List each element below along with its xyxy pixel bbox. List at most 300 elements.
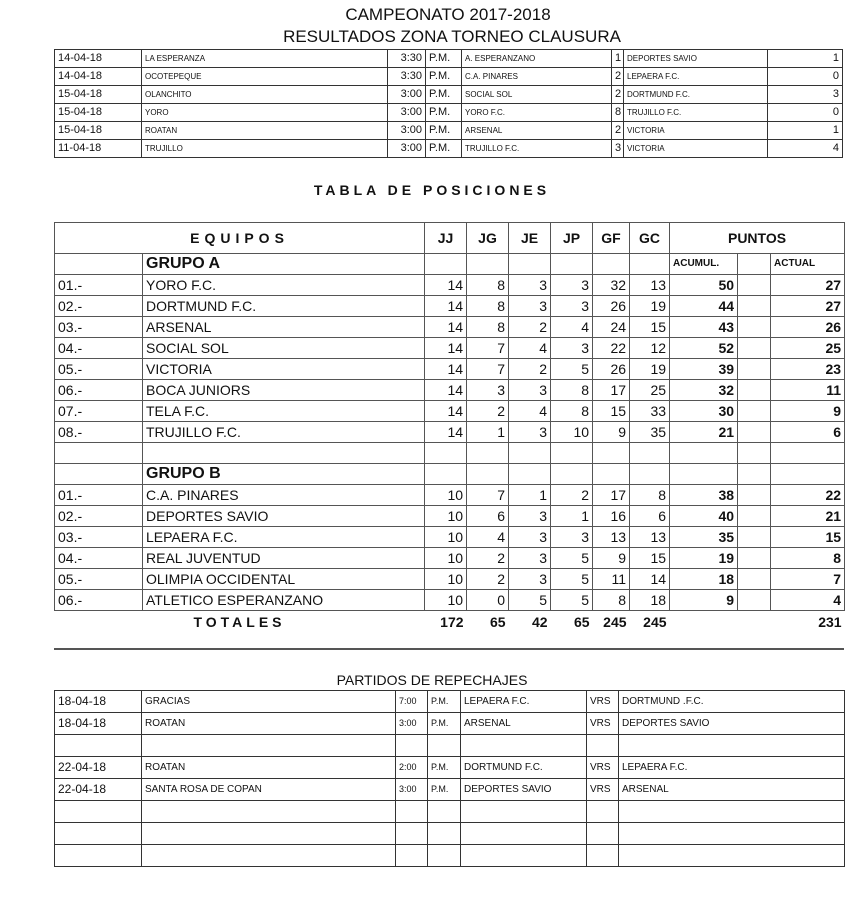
result-away-team: DEPORTES SAVIO <box>624 50 768 68</box>
team-jg: 4 <box>467 527 509 548</box>
team-je: 3 <box>509 275 551 296</box>
team-gc: 25 <box>630 380 670 401</box>
team-gc: 6 <box>630 506 670 527</box>
team-jg: 8 <box>467 296 509 317</box>
team-jj: 10 <box>425 485 467 506</box>
team-row <box>55 527 845 548</box>
playoff-away-team: ARSENAL <box>619 779 845 801</box>
result-away-team: VICTORIA <box>624 122 768 140</box>
team-position: 03.- <box>55 317 143 338</box>
result-home-goals: 8 <box>612 104 624 122</box>
team-jp: 2 <box>551 485 593 506</box>
team-position: 02.- <box>55 506 143 527</box>
team-name: ATLETICO ESPERANZANO <box>143 590 425 611</box>
empty-cell <box>738 275 771 296</box>
team-gc: 8 <box>630 485 670 506</box>
result-home-team: ARSENAL <box>462 122 612 140</box>
result-home-team: SOCIAL SOL <box>462 86 612 104</box>
empty-cell <box>55 735 142 757</box>
playoff-home-team: DORTMUND F.C. <box>461 757 587 779</box>
empty-cell <box>55 845 142 867</box>
team-gf: 22 <box>593 338 630 359</box>
result-time: 3:00 <box>388 86 426 104</box>
team-je: 3 <box>509 527 551 548</box>
totals-je: 42 <box>531 614 548 630</box>
team-jp: 3 <box>551 275 593 296</box>
empty-cell <box>55 464 143 485</box>
empty-cell <box>467 464 509 485</box>
team-row <box>55 506 845 527</box>
result-venue: YORO <box>142 104 388 122</box>
team-points-acumul: 18 <box>670 569 738 590</box>
team-gf: 9 <box>593 422 630 443</box>
team-jg: 8 <box>467 275 509 296</box>
playoff-ampm: P.M. <box>428 779 461 801</box>
divider <box>54 648 844 650</box>
empty-cell <box>738 254 771 275</box>
result-row <box>55 68 843 86</box>
team-row <box>55 590 845 611</box>
team-je: 3 <box>509 548 551 569</box>
team-je: 3 <box>509 506 551 527</box>
empty-cell <box>55 801 142 823</box>
result-ampm: P.M. <box>426 140 462 158</box>
empty-cell <box>738 317 771 338</box>
team-points-acumul: 32 <box>670 380 738 401</box>
team-gf: 9 <box>593 548 630 569</box>
team-jj: 14 <box>425 359 467 380</box>
team-points-actual: 23 <box>771 359 845 380</box>
empty-cell <box>587 823 619 845</box>
group-name: GRUPO A <box>143 254 425 275</box>
team-jg: 1 <box>467 422 509 443</box>
empty-cell <box>428 845 461 867</box>
team-jg: 2 <box>467 569 509 590</box>
page-title: CAMPEONATO 2017-2018 <box>345 5 551 24</box>
team-jg: 8 <box>467 317 509 338</box>
team-jp: 5 <box>551 590 593 611</box>
result-row <box>55 104 843 122</box>
result-away-goals: 4 <box>768 140 843 158</box>
team-jj: 14 <box>425 380 467 401</box>
team-gc: 13 <box>630 527 670 548</box>
result-time: 3:00 <box>388 104 426 122</box>
empty-cell <box>396 801 428 823</box>
team-gc: 12 <box>630 338 670 359</box>
team-jg: 2 <box>467 401 509 422</box>
empty-cell <box>425 254 467 275</box>
header-jp: JP <box>551 223 593 254</box>
empty-cell <box>670 611 738 634</box>
team-row <box>55 380 845 401</box>
totals-row <box>55 611 845 634</box>
playoff-venue: ROATAN <box>142 757 396 779</box>
empty-cell <box>619 801 845 823</box>
team-gc: 19 <box>630 296 670 317</box>
result-venue: OCOTEPEQUE <box>142 68 388 86</box>
team-points-acumul: 35 <box>670 527 738 548</box>
team-jg: 6 <box>467 506 509 527</box>
team-points-acumul: 21 <box>670 422 738 443</box>
team-points-acumul: 30 <box>670 401 738 422</box>
team-jp: 5 <box>551 359 593 380</box>
team-gc: 33 <box>630 401 670 422</box>
empty-cell <box>461 735 587 757</box>
team-je: 2 <box>509 317 551 338</box>
team-jj: 14 <box>425 296 467 317</box>
team-position: 02.- <box>55 296 143 317</box>
result-date: 14-04-18 <box>55 68 142 86</box>
result-row <box>55 122 843 140</box>
standings-header-row <box>55 223 845 254</box>
team-points-acumul: 39 <box>670 359 738 380</box>
result-row <box>55 140 843 158</box>
team-gf: 26 <box>593 296 630 317</box>
team-points-actual: 8 <box>771 548 845 569</box>
result-date: 15-04-18 <box>55 122 142 140</box>
totals-jp: 65 <box>573 614 590 630</box>
empty-cell <box>142 801 396 823</box>
team-position: 06.- <box>55 590 143 611</box>
result-venue: ROATAN <box>142 122 388 140</box>
team-points-acumul: 40 <box>670 506 738 527</box>
team-points-actual: 27 <box>771 296 845 317</box>
team-jp: 8 <box>551 380 593 401</box>
result-away-goals: 3 <box>768 86 843 104</box>
playoff-row <box>55 757 845 779</box>
empty-cell <box>428 801 461 823</box>
playoff-ampm: P.M. <box>428 691 461 713</box>
playoff-date: 22-04-18 <box>55 779 142 801</box>
result-date: 11-04-18 <box>55 140 142 158</box>
team-je: 3 <box>509 296 551 317</box>
result-home-goals: 1 <box>612 50 624 68</box>
empty-cell <box>630 443 670 464</box>
team-name: ARSENAL <box>143 317 425 338</box>
empty-cell <box>670 464 738 485</box>
team-points-actual: 27 <box>771 275 845 296</box>
playoff-away-team: LEPAERA F.C. <box>619 757 845 779</box>
team-points-acumul: 19 <box>670 548 738 569</box>
result-time: 3:00 <box>388 140 426 158</box>
header-je: JE <box>509 223 551 254</box>
totals-gc: 245 <box>643 614 667 630</box>
team-name: LEPAERA F.C. <box>143 527 425 548</box>
team-jp: 1 <box>551 506 593 527</box>
result-home-team: A. ESPERANZANO <box>462 50 612 68</box>
group-header-row <box>55 464 845 485</box>
empty-cell <box>142 735 396 757</box>
result-ampm: P.M. <box>426 122 462 140</box>
result-home-goals: 3 <box>612 140 624 158</box>
subheader-acumul: ACUMUL. <box>670 254 738 275</box>
empty-cell <box>738 296 771 317</box>
team-gc: 14 <box>630 569 670 590</box>
subheader-actual: ACTUAL <box>771 254 845 275</box>
empty-cell <box>587 735 619 757</box>
group-name: GRUPO B <box>143 464 425 485</box>
result-venue: OLANCHITO <box>142 86 388 104</box>
empty-cell <box>461 845 587 867</box>
result-time: 3:30 <box>388 68 426 86</box>
playoff-home-team: ARSENAL <box>461 713 587 735</box>
empty-playoff-row <box>55 801 845 823</box>
empty-cell <box>738 506 771 527</box>
team-je: 5 <box>509 590 551 611</box>
result-home-goals: 2 <box>612 122 624 140</box>
empty-cell <box>619 845 845 867</box>
playoff-date: 18-04-18 <box>55 691 142 713</box>
team-jj: 10 <box>425 569 467 590</box>
empty-cell <box>738 590 771 611</box>
result-away-goals: 1 <box>768 122 843 140</box>
result-row <box>55 50 843 68</box>
empty-cell <box>428 823 461 845</box>
empty-cell <box>143 443 425 464</box>
empty-cell <box>738 359 771 380</box>
empty-playoff-row <box>55 845 845 867</box>
result-away-team: DORTMUND F.C. <box>624 86 768 104</box>
team-jp: 3 <box>551 296 593 317</box>
header-puntos: PUNTOS <box>670 223 845 254</box>
empty-cell <box>142 845 396 867</box>
team-position: 08.- <box>55 422 143 443</box>
header-gc: GC <box>630 223 670 254</box>
result-away-goals: 1 <box>768 50 843 68</box>
team-gf: 17 <box>593 485 630 506</box>
team-je: 1 <box>509 485 551 506</box>
result-away-team: VICTORIA <box>624 140 768 158</box>
result-away-goals: 0 <box>768 104 843 122</box>
team-jj: 10 <box>425 548 467 569</box>
team-jj: 10 <box>425 506 467 527</box>
team-gc: 13 <box>630 275 670 296</box>
empty-cell <box>509 254 551 275</box>
playoff-ampm: P.M. <box>428 713 461 735</box>
standings-table <box>54 222 845 633</box>
team-jg: 7 <box>467 338 509 359</box>
playoff-date: 22-04-18 <box>55 757 142 779</box>
empty-cell <box>771 443 845 464</box>
team-jp: 3 <box>551 338 593 359</box>
team-jj: 14 <box>425 401 467 422</box>
totals-jj: 172 <box>440 614 464 630</box>
empty-cell <box>738 569 771 590</box>
playoff-time: 2:00 <box>396 757 428 779</box>
playoff-time: 3:00 <box>396 713 428 735</box>
empty-cell <box>55 254 143 275</box>
empty-cell <box>619 735 845 757</box>
team-gf: 26 <box>593 359 630 380</box>
empty-cell <box>619 823 845 845</box>
empty-cell <box>551 464 593 485</box>
empty-cell <box>428 735 461 757</box>
empty-playoff-row <box>55 823 845 845</box>
team-points-actual: 4 <box>771 590 845 611</box>
result-ampm: P.M. <box>426 50 462 68</box>
page-subtitle: RESULTADOS ZONA TORNEO CLAUSURA <box>283 27 621 46</box>
empty-cell <box>771 464 845 485</box>
empty-cell <box>738 548 771 569</box>
playoff-away-team: DORTMUND .F.C. <box>619 691 845 713</box>
empty-cell <box>738 464 771 485</box>
empty-cell <box>738 422 771 443</box>
team-name: SOCIAL SOL <box>143 338 425 359</box>
empty-cell <box>425 443 467 464</box>
empty-cell <box>551 254 593 275</box>
team-row <box>55 569 845 590</box>
team-gc: 18 <box>630 590 670 611</box>
result-ampm: P.M. <box>426 68 462 86</box>
empty-cell <box>630 464 670 485</box>
results-table <box>54 49 843 158</box>
playoff-vs: VRS <box>587 691 619 713</box>
team-row <box>55 317 845 338</box>
team-points-actual: 7 <box>771 569 845 590</box>
playoff-venue: ROATAN <box>142 713 396 735</box>
result-row <box>55 86 843 104</box>
standings-title: TABLA DE POSICIONES <box>313 182 551 198</box>
empty-cell <box>593 254 630 275</box>
team-points-actual: 9 <box>771 401 845 422</box>
team-name: TELA F.C. <box>143 401 425 422</box>
playoff-home-team: LEPAERA F.C. <box>461 691 587 713</box>
header-jg: JG <box>467 223 509 254</box>
empty-cell <box>738 485 771 506</box>
empty-cell <box>738 443 771 464</box>
team-points-actual: 22 <box>771 485 845 506</box>
team-jg: 7 <box>467 359 509 380</box>
team-row <box>55 275 845 296</box>
empty-cell <box>593 464 630 485</box>
spacer-row <box>55 443 845 464</box>
team-name: C.A. PINARES <box>143 485 425 506</box>
header-gf: GF <box>593 223 630 254</box>
playoff-ampm: P.M. <box>428 757 461 779</box>
playoff-venue: SANTA ROSA DE COPAN <box>142 779 396 801</box>
result-home-goals: 2 <box>612 86 624 104</box>
team-name: BOCA JUNIORS <box>143 380 425 401</box>
result-home-team: YORO F.C. <box>462 104 612 122</box>
team-points-actual: 11 <box>771 380 845 401</box>
empty-cell <box>55 443 143 464</box>
header-equipos: EQUIPOS <box>55 223 425 254</box>
result-date: 15-04-18 <box>55 86 142 104</box>
team-gf: 15 <box>593 401 630 422</box>
empty-cell <box>509 443 551 464</box>
team-je: 3 <box>509 380 551 401</box>
team-jg: 2 <box>467 548 509 569</box>
team-je: 3 <box>509 422 551 443</box>
team-gf: 13 <box>593 527 630 548</box>
team-row <box>55 359 845 380</box>
team-gc: 35 <box>630 422 670 443</box>
empty-cell <box>396 735 428 757</box>
team-name: REAL JUVENTUD <box>143 548 425 569</box>
team-jp: 5 <box>551 569 593 590</box>
team-points-actual: 25 <box>771 338 845 359</box>
team-gf: 17 <box>593 380 630 401</box>
result-away-goals: 0 <box>768 68 843 86</box>
team-gf: 11 <box>593 569 630 590</box>
result-away-team: TRUJILLO F.C. <box>624 104 768 122</box>
team-row <box>55 338 845 359</box>
team-name: TRUJILLO F.C. <box>143 422 425 443</box>
result-away-team: LEPAERA F.C. <box>624 68 768 86</box>
totals-label: TOTALES <box>193 614 286 630</box>
team-je: 4 <box>509 338 551 359</box>
playoff-date: 18-04-18 <box>55 713 142 735</box>
team-jg: 3 <box>467 380 509 401</box>
empty-cell <box>55 823 142 845</box>
team-row <box>55 548 845 569</box>
empty-cell <box>593 443 630 464</box>
playoff-time: 7:00 <box>396 691 428 713</box>
playoff-row <box>55 713 845 735</box>
empty-cell <box>467 254 509 275</box>
empty-cell <box>738 527 771 548</box>
team-gc: 15 <box>630 548 670 569</box>
team-name: YORO F.C. <box>143 275 425 296</box>
team-jp: 8 <box>551 401 593 422</box>
team-row <box>55 422 845 443</box>
team-points-acumul: 52 <box>670 338 738 359</box>
empty-cell <box>587 801 619 823</box>
team-points-acumul: 38 <box>670 485 738 506</box>
team-gf: 32 <box>593 275 630 296</box>
result-venue: LA ESPERANZA <box>142 50 388 68</box>
empty-cell <box>738 380 771 401</box>
team-gc: 19 <box>630 359 670 380</box>
team-je: 3 <box>509 569 551 590</box>
result-date: 15-04-18 <box>55 104 142 122</box>
team-name: DEPORTES SAVIO <box>143 506 425 527</box>
group-header-row <box>55 254 845 275</box>
team-points-actual: 26 <box>771 317 845 338</box>
result-ampm: P.M. <box>426 104 462 122</box>
empty-cell <box>551 443 593 464</box>
team-position: 06.- <box>55 380 143 401</box>
team-position: 04.- <box>55 338 143 359</box>
team-points-acumul: 9 <box>670 590 738 611</box>
playoff-home-team: DEPORTES SAVIO <box>461 779 587 801</box>
empty-playoff-row <box>55 735 845 757</box>
team-jp: 4 <box>551 317 593 338</box>
empty-cell <box>738 401 771 422</box>
totals-actual: 231 <box>818 614 842 630</box>
empty-cell <box>467 443 509 464</box>
totals-jg: 65 <box>489 614 506 630</box>
team-position: 07.- <box>55 401 143 422</box>
result-venue: TRUJILLO <box>142 140 388 158</box>
empty-cell <box>396 845 428 867</box>
team-jj: 14 <box>425 338 467 359</box>
team-name: DORTMUND F.C. <box>143 296 425 317</box>
team-jg: 0 <box>467 590 509 611</box>
playoff-venue: GRACIAS <box>142 691 396 713</box>
playoffs-table <box>54 690 845 867</box>
team-position: 05.- <box>55 359 143 380</box>
team-jj: 14 <box>425 422 467 443</box>
result-home-team: TRUJILLO F.C. <box>462 140 612 158</box>
result-time: 3:30 <box>388 50 426 68</box>
result-date: 14-04-18 <box>55 50 142 68</box>
empty-cell <box>738 338 771 359</box>
result-home-team: C.A. PINARES <box>462 68 612 86</box>
empty-cell <box>425 464 467 485</box>
empty-cell <box>142 823 396 845</box>
empty-cell <box>587 845 619 867</box>
